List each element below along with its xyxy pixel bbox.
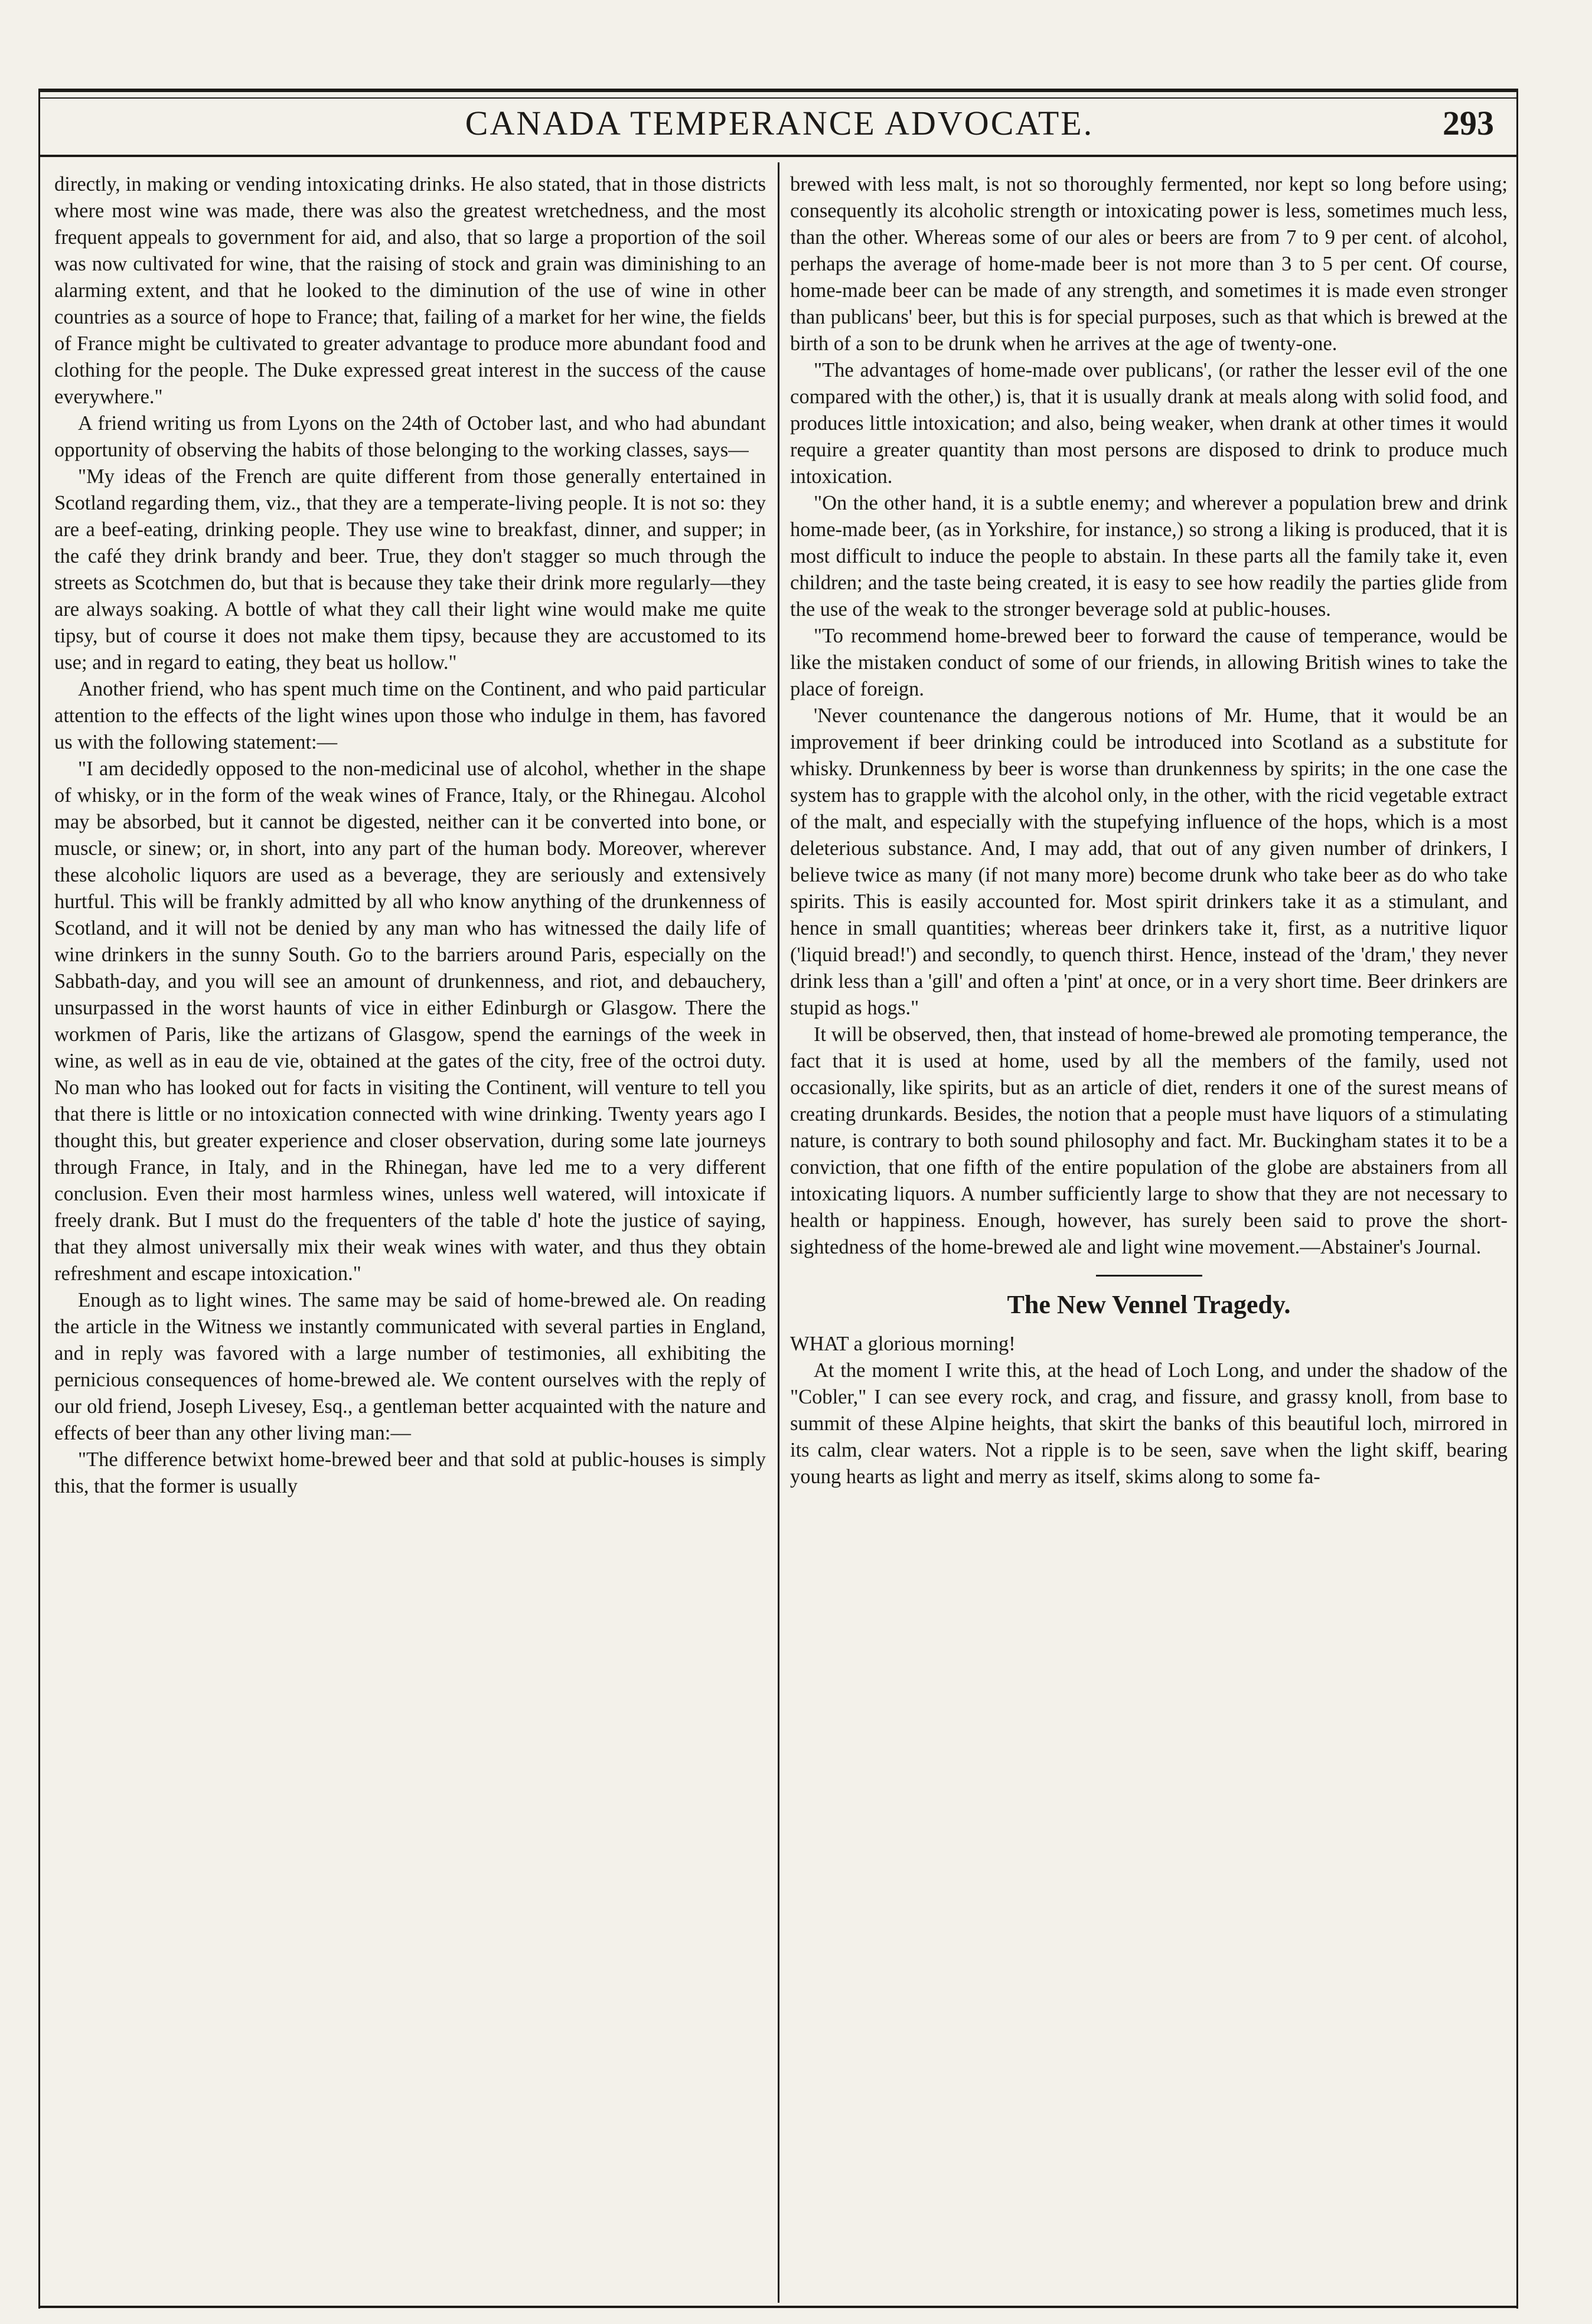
paragraph: "The difference betwixt home-brewed beer and that sold at public-houses is simply this, that the former is usually	[54, 1448, 766, 1497]
paragraph: directly, in making or vending intoxicating drinks. He also stated, that in those districts where most wine was made, there was also the greatest wretchedness, and the most frequent appeals to government for aid, and also, that so large a proportion of the soil was now cultivated for wine, that the raising of stock and grain was diminishing to an alarming extent, and that he looked to the diminution of the use of wine in other countries as a source of hope to France; that, failing of a market for her wine, the fields of France might be cultivated to greater advantage to produce more abundant food and clothing for the people. The Duke expressed great interest in the success of the cause everywhere."	[54, 173, 766, 408]
page-number: 293	[1443, 104, 1494, 142]
paragraph: brewed with less malt, is not so thoroughly fermented, nor kept so long before using; consequently its alcoholic strength or intoxicating power is less, sometimes much less, than the other. Whereas some of our ales or beers are from 7 to 9 per cent. of alcohol, perhaps the average of home-made beer is not more than 3 to 5 per cent. Of course, home-made beer can be made of any strength, and sometimes it is made even stronger than publicans' beer, but this is for special purposes, such as that which is brewed at the birth of a son to be drunk when he arrives at the age of twenty-one.	[790, 173, 1508, 355]
right-column	[790, 171, 1508, 1490]
frame-left-border	[38, 89, 40, 2309]
column-divider	[778, 162, 779, 2303]
paragraph: 'Never countenance the dangerous notions of Mr. Hume, that it would be an improvement if beer drinking could be introduced into Scotland as a substitute for whisky. Drunkenness by beer is worse than drunkenness by spirits; in the one case the system has to grapple with the alcohol only, in the other, with the ricid vegetable extract of the malt, and especially with the stupefying influence of the hops, which is a most deleterious substance. And, I may add, that out of any given number of drinkers, I believe twice as many (if not many more) become drunk who take beer as do who take spirits. This is easily accounted for. Most spirit drinkers take it as a stimulant, and hence in small quantities; whereas beer drinkers take it, first, as a nutritive liquor ('liquid bread!') and secondly, to quench thirst. Hence, instead of the 'dram,' they never drink less than a 'gill' and often a 'pint' at once, or in a very short time. Beer drinkers are stupid as hogs."	[790, 704, 1508, 1019]
paragraph: It will be observed, then, that instead of home-brewed ale promoting temperance, the fact that it is used at home, used by all the members of the family, used not occasionally, like spirits, but as an article of diet, renders it one of the surest means of creating drunkards. Besides, the notion that a people must have liquors of a stimulating nature, is contrary to both sound philosophy and fact. Mr. Buckingham states it to be a conviction, that one fifth of the entire population of the globe are abstainers from all intoxicating liquors. A number sufficiently large to show that they are not necessary to health or happiness. Enough, however, has surely been said to prove the short-sightedness of the home-brewed ale and light wine movement.—Abstainer's Journal.	[790, 1023, 1508, 1258]
paragraph: "On the other hand, it is a subtle enemy; and wherever a population brew and drink home-made beer, (as in Yorkshire, for instance,) so strong a liking is produced, that it is most difficult to induce the people to abstain. In these parts all the family take it, even children; and the taste being created, it is easy to see how readily the parties glide from the use of the weak to the stronger beverage sold at public-houses.	[790, 492, 1508, 621]
article-title: The New Vennel Tragedy.	[1007, 1290, 1291, 1319]
top-rule-thin	[38, 97, 1518, 99]
left-column	[54, 171, 766, 1500]
paragraph: Another friend, who has spent much time on the Continent, and who paid particular attention to the effects of the light wines upon those who indulge in them, has favored us with the following statement:—	[54, 678, 766, 753]
frame-right-border	[1516, 89, 1518, 2309]
header-rule	[38, 155, 1518, 157]
running-head: CANADA TEMPERANCE ADVOCATE.	[465, 104, 1094, 142]
paragraph: Enough as to light wines. The same may be said of home-brewed ale. On reading the article in the Witness we instantly communicated with several parties in England, and in reply was favored with a large number of testimonies, all exhibiting the pernicious consequences of home-brewed ale. We content ourselves with the reply of our old friend, Joseph Livesey, Esq., a gentleman better acquainted with the nature and effects of beer than any other living man:—	[54, 1289, 766, 1444]
article-paragraph: At the moment I write this, at the head of Loch Long, and under the shadow of the "Cobler," I can see every rock, and crag, and fissure, and grassy knoll, from base to summit of these Alpine heights, that skirt the banks of this beautiful loch, mirrored in its calm, clear waters. Not a ripple is to be seen, save when the light skiff, bearing young hearts as light and merry as itself, skims along to some fa-	[790, 1359, 1508, 1488]
page-header	[47, 103, 1512, 151]
article-separator	[1096, 1275, 1202, 1277]
bottom-rule	[38, 2306, 1518, 2308]
top-rule	[38, 89, 1518, 92]
paragraph: "I am decidedly opposed to the non-medicinal use of alcohol, whether in the shape of whisky, or in the form of the weak wines of France, Italy, or the Rhinegau. Alcohol may be absorbed, but it cannot be digested, neither can it be converted into bone, or muscle, or sinew; or, in short, into any part of the human body. Moreover, wherever these alcoholic liquors are used as a beverage, they are seriously and extensively hurtful. This will be frankly admitted by all who know anything of the drunkenness of Scotland, and it will not be denied by any man who has witnessed the daily life of wine drinkers in the sunny South. Go to the barriers around Paris, especially on the Sabbath-day, and you will see an amount of drunkenness, and riot, and debauchery, unsurpassed in the worst haunts of vice in either Edinburgh or Glasgow. There the workmen of Paris, like the artizans of Glasgow, spend the earnings of the week in wine, as well as in eau de vie, obtained at the gates of the city, free of the octroi duty. No man who has looked out for facts in visiting the Continent, will venture to tell you that there is little or no intoxication connected with wine drinking. Twenty years ago I thought this, but greater experience and closer observation, during some late journeys through France, in Italy, and in the Rhinegan, have led me to a very different conclusion. Even their most harmless wines, unless well watered, will intoxicate if freely drank. But I must do the frequenters of the table d' hote the justice of saying, that they almost universally mix their weak wines with water, and thus they obtain refreshment and escape intoxication."	[54, 758, 766, 1285]
paragraph: A friend writing us from Lyons on the 24th of October last, and who had abundant opportunity of observing the habits of those belonging to the working classes, says—	[54, 412, 766, 461]
paragraph: "My ideas of the French are quite different from those generally entertained in Scotland regarding them, viz., that they are a temperate-living people. It is not so: they are a beef-eating, drinking people. They use wine to breakfast, dinner, and supper; in the café they drink brandy and beer. True, they don't stagger so much through the streets as Scotchmen do, but that is because they take their drink more regularly—they are always soaking. A bottle of what they call their light wine would make me quite tipsy, but of course it does not make them tipsy, because they are accustomed to its use; and in regard to eating, they beat us hollow."	[54, 465, 766, 674]
paragraph: "To recommend home-brewed beer to forward the cause of temperance, would be like the mistaken conduct of some of our friends, in allowing British wines to take the place of foreign.	[790, 625, 1508, 700]
paragraph: "The advantages of home-made over publicans', (or rather the lesser evil of the one compared with the other,) is, that it is usually drank at meals along with solid food, and produces little intoxication; and also, being weaker, when drank at other times it would require a greater quantity than most persons are disposed to drink to produce much intoxication.	[790, 359, 1508, 488]
article-paragraph: WHAT a glorious morning!	[790, 1333, 1016, 1355]
